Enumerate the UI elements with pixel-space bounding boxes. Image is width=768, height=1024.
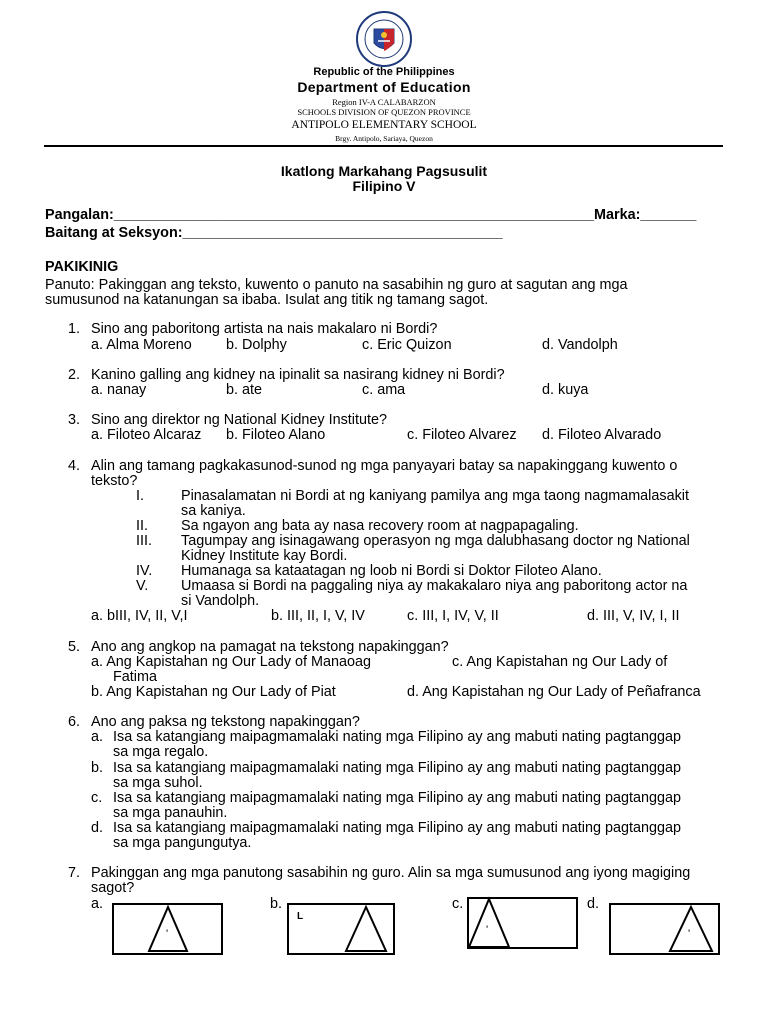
event-numeral: I. xyxy=(136,488,144,504)
exam-title: Ikatlong Markahang Pagsusulit xyxy=(280,163,488,179)
event-numeral: II. xyxy=(136,518,148,534)
question-text-line-2: teksto? xyxy=(91,473,138,489)
option-b: b. ate xyxy=(226,382,263,398)
event-text: Pinasalamatan ni Bordi at ng kaniyang pamilya ang mga taong nagmamalasakit xyxy=(181,488,689,504)
option-c: c. III, I, IV, V, II xyxy=(407,608,499,624)
option-d: d. III, V, IV, I, II xyxy=(587,608,680,624)
figure-label-c: c. xyxy=(452,896,464,912)
option-b-text-cont: sa mga suhol. xyxy=(113,775,203,791)
option-c: c. ama xyxy=(362,382,406,398)
question-number: 7. xyxy=(68,865,81,881)
question-number: 5. xyxy=(68,639,81,655)
deped-seal xyxy=(350,10,418,68)
option-a: a. nanay xyxy=(91,382,147,398)
event-text-cont: si Vandolph. xyxy=(181,593,260,609)
option-a: a. bIII, IV, II, V,I xyxy=(91,608,188,624)
question-text-line-2: sagot? xyxy=(91,880,135,896)
event-text: Sa ngayon ang bata ay nasa recovery room at nagpapagaling. xyxy=(181,518,579,534)
question-number: 2. xyxy=(68,367,81,383)
question-text: Ano ang angkop na pamagat na tekstong napakinggan? xyxy=(91,639,449,655)
question-text: Sino ang paboritong artista na nais makalaro ni Bordi? xyxy=(91,321,438,337)
option-c-text-cont: sa mga panauhin. xyxy=(113,805,228,821)
event-text: Tagumpay ang isinagawang operasyon ng mga dalubhasang doctor ng National xyxy=(181,533,690,549)
option-c: c. Ang Kapistahan ng Our Lady of xyxy=(452,654,668,670)
section-title: PAKIKINIG xyxy=(45,259,119,275)
question-number: 4. xyxy=(68,458,81,474)
event-text-cont: sa kaniya. xyxy=(181,503,246,519)
event-numeral: III. xyxy=(136,533,152,549)
option-letter: a. xyxy=(91,729,104,745)
score-field[interactable]: Marka:_______ xyxy=(594,207,697,223)
republic-text: Republic of the Philippines xyxy=(313,66,455,78)
question-number: 3. xyxy=(68,412,81,428)
option-c-text: Isa sa katangiang maipagmamalaki nating mga Filipino ay ang mabuti nating pagtanggap xyxy=(113,790,681,806)
figure-b-triangle xyxy=(344,905,388,953)
region-text: Region IV-A CALABARZON xyxy=(332,97,436,107)
option-letter: b. xyxy=(91,760,104,776)
option-c: c. Filoteo Alvarez xyxy=(407,427,517,443)
question-number: 1. xyxy=(68,321,81,337)
school-address: Brgy. Antipolo, Sariaya, Quezon xyxy=(335,134,433,143)
option-b: b. Filoteo Alano xyxy=(226,427,326,443)
figure-d-dot: ' xyxy=(688,928,691,940)
option-a-text: Isa sa katangiang maipagmamalaki nating mga Filipino ay ang mabuti nating pagtanggap xyxy=(113,729,681,745)
figure-label-b: b. xyxy=(270,896,283,912)
option-d: d. Filoteo Alvarado xyxy=(542,427,662,443)
question-text: Ano ang paksa ng tekstong napakinggan? xyxy=(91,714,360,730)
question-text: Kanino galling ang kidney na ipinalit sa nasirang kidney ni Bordi? xyxy=(91,367,505,383)
option-a: a. Filoteo Alcaraz xyxy=(91,427,202,443)
exam-subject: Filipino V xyxy=(352,178,416,194)
event-numeral: V. xyxy=(136,578,149,594)
option-c-cont: Fatima xyxy=(113,669,157,685)
event-text-cont: Kidney Institute kay Bordi. xyxy=(181,548,348,564)
option-a: a. Ang Kapistahan ng Our Lady of Manaoag xyxy=(91,654,372,670)
option-d: d. Ang Kapistahan ng Our Lady of Peñafranca xyxy=(407,684,701,700)
option-d-text-cont: sa mga pangungutya. xyxy=(113,835,252,851)
event-numeral: IV. xyxy=(136,563,153,579)
figure-c-dot: ' xyxy=(486,924,489,936)
option-b: b. Dolphy xyxy=(226,337,287,353)
option-d-text: Isa sa katangiang maipagmamalaki nating mga Filipino ay ang mabuti nating pagtanggap xyxy=(113,820,681,836)
option-letter: c. xyxy=(91,790,103,806)
division-text: SCHOOLS DIVISION OF QUEZON PROVINCE xyxy=(297,107,471,117)
option-c: c. Eric Quizon xyxy=(362,337,452,353)
option-b: b. Ang Kapistahan ng Our Lady of Piat xyxy=(91,684,336,700)
section-field[interactable]: Baitang at Seksyon:________________________________________ xyxy=(45,225,503,241)
instructions-line-2: sumusunod na katanungan sa ibaba. Isulat ang titik ng tamang sagot. xyxy=(45,292,489,308)
figure-c-triangle xyxy=(467,897,511,949)
question-text: Sino ang direktor ng National Kidney Institute? xyxy=(91,412,387,428)
option-d: d. Vandolph xyxy=(542,337,618,353)
option-letter: d. xyxy=(91,820,104,836)
school-name: ANTIPOLO ELEMENTARY SCHOOL xyxy=(291,119,477,131)
figure-b-mark: L xyxy=(297,911,304,922)
question-text-line-1: Pakinggan ang mga panutong sasabihin ng guro. Alin sa mga sumusunod ang iyong magiging xyxy=(91,865,691,881)
event-text: Humanaga sa kataatagan ng loob ni Bordi si Doktor Filoteo Alano. xyxy=(181,563,602,579)
name-field[interactable]: Pangalan:____________________________________________________________ xyxy=(45,207,594,223)
figure-a-dot: ' xyxy=(166,928,169,940)
option-a-text-cont: sa mga regalo. xyxy=(113,744,209,760)
figure-d-triangle xyxy=(668,905,714,953)
department-title: Department of Education xyxy=(297,79,471,95)
option-d: d. kuya xyxy=(542,382,589,398)
figure-label-d: d. xyxy=(587,896,600,912)
question-number: 6. xyxy=(68,714,81,730)
header-divider xyxy=(44,145,723,147)
question-text-line-1: Alin ang tamang pagkakasunod-sunod ng mga panyayari batay sa napakinggang kuwento o xyxy=(91,458,678,474)
instructions-line-1: Panuto: Pakinggan ang teksto, kuwento o panuto na sasabihin ng guro at sagutan ang mga xyxy=(45,277,628,293)
option-a: a. Alma Moreno xyxy=(91,337,192,353)
event-text: Umaasa si Bordi na paggaling niya ay makakalaro niya ang paboritong actor na xyxy=(181,578,688,594)
figure-label-a: a. xyxy=(91,896,104,912)
option-b: b. III, II, I, V, IV xyxy=(271,608,365,624)
option-b-text: Isa sa katangiang maipagmamalaki nating mga Filipino ay ang mabuti nating pagtanggap xyxy=(113,760,681,776)
